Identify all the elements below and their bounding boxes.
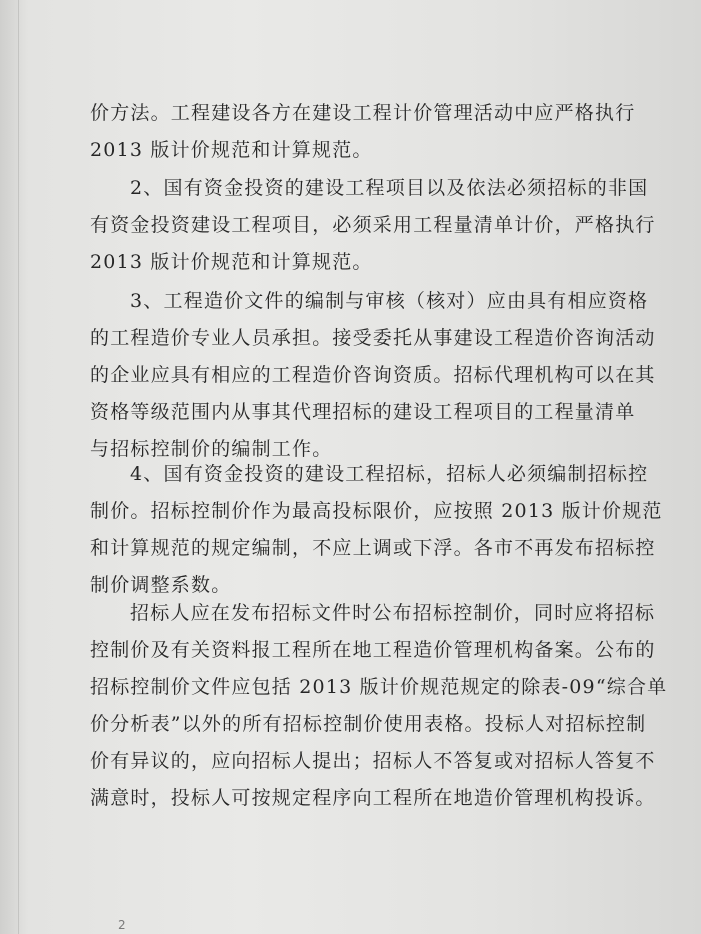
paragraph-2-line-1: 2、国有资金投资的建设工程项目以及依法必须招标的非国: [130, 177, 649, 199]
page-number: 2: [118, 918, 126, 932]
paragraph-3-line-5: 与招标控制价的编制工作。: [90, 438, 333, 460]
paragraph-5-line-1: 招标人应在发布招标文件时公布招标控制价，同时应将招标: [130, 602, 656, 624]
paragraph-3-line-2: 的工程造价专业人员承担。接受委托从事建设工程造价咨询活动: [90, 327, 656, 349]
paragraph-4-line-3: 和计算规范的规定编制，不应上调或下浮。各市不再发布招标控: [90, 537, 656, 559]
paragraph-3-line-1: 3、工程造价文件的编制与审核（核对）应由具有相应资格: [130, 290, 649, 312]
paragraph-2-line-2: 有资金投资建设工程项目，必须采用工程量清单计价，严格执行: [90, 214, 656, 236]
paragraph-2-line-3: 2013 版计价规范和计算规范。: [90, 251, 373, 273]
paragraph-5-line-6: 满意时，投标人可按规定程序向工程所在地造价管理机构投诉。: [90, 787, 656, 809]
paragraph-5-line-5: 价有异议的，应向招标人提出；招标人不答复或对招标人答复不: [90, 750, 656, 772]
paragraph-3-line-4: 资格等级范围内从事其代理招标的建设工程项目的工程量清单: [90, 401, 636, 423]
paragraph-3: [90, 283, 656, 468]
paragraph-1: [90, 95, 635, 169]
page-edge-line: [18, 0, 19, 934]
paragraph-5-line-4: 价分析表”以外的所有招标控制价使用表格。投标人对招标控制: [90, 713, 647, 735]
paragraph-4-line-2: 制价。招标控制价作为最高投标限价，应按照 2013 版计价规范: [90, 500, 663, 522]
paragraph-1-line-2: 2013 版计价规范和计算规范。: [90, 139, 373, 161]
paragraph-5: [90, 595, 668, 817]
paragraph-4: [90, 456, 663, 604]
page-edge-shadow: [0, 0, 28, 934]
paragraph-4-line-1: 4、国有资金投资的建设工程招标，招标人必须编制招标控: [130, 463, 649, 485]
paragraph-4-line-4: 制价调整系数。: [90, 574, 232, 596]
paragraph-1-line-1: 价方法。工程建设各方在建设工程计价管理活动中应严格执行: [90, 102, 636, 124]
paragraph-5-line-2: 控制价及有关资料报工程所在地工程造价管理机构备案。公布的: [90, 639, 656, 661]
paragraph-5-line-3: 招标控制价文件应包括 2013 版计价规范规定的除表-09“综合单: [90, 676, 668, 698]
paragraph-2: [90, 170, 656, 281]
paragraph-3-line-3: 的企业应具有相应的工程造价咨询资质。招标代理机构可以在其: [90, 364, 656, 386]
